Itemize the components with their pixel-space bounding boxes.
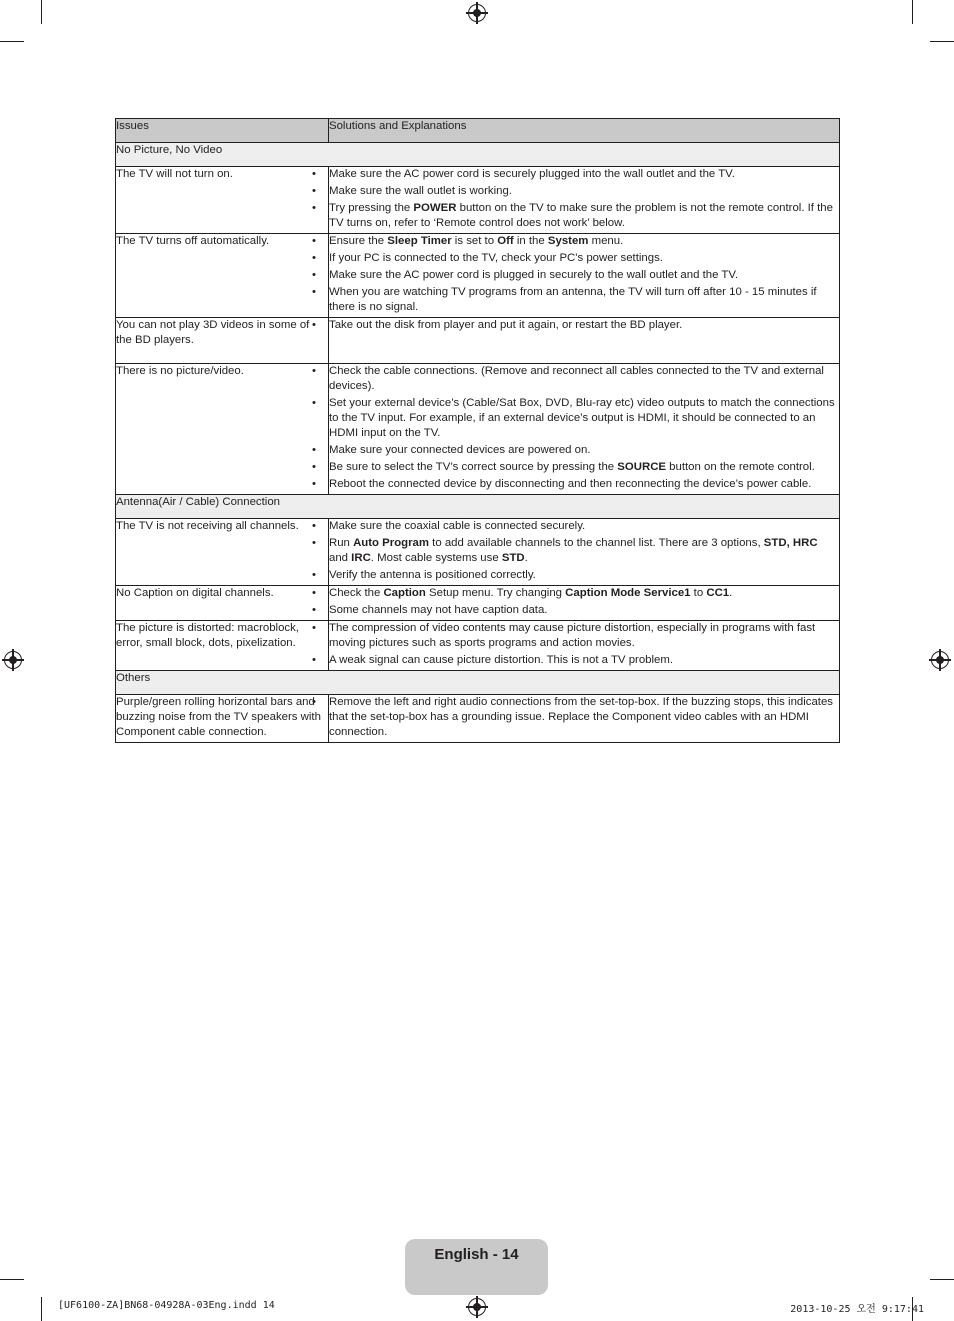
solution-item: • Run Auto Program to add available channels to the channel list. There are 3 options, STD, HRC and IRC. Most cable systems use STD. bbox=[329, 536, 839, 566]
date-slug: 2013-10-25 오전 9:17:41 bbox=[790, 1304, 924, 1315]
solution-item: • When you are watching TV programs from an antenna, the TV will turn off after 10 - 15 minutes if there is no signal. bbox=[329, 285, 839, 315]
table-row bbox=[116, 621, 840, 671]
issue-cell: The TV is not receiving all channels. bbox=[116, 519, 329, 586]
section-row bbox=[116, 495, 840, 519]
crop-mark bbox=[930, 1279, 954, 1280]
solution-cell bbox=[329, 364, 840, 495]
issues-column-header: Issues bbox=[116, 119, 329, 143]
solution-cell bbox=[329, 318, 840, 364]
issue-cell: The TV turns off automatically. bbox=[116, 234, 329, 318]
solution-item: • Verify the antenna is positioned correctly. bbox=[329, 568, 839, 583]
table-row bbox=[116, 519, 840, 586]
crop-mark bbox=[0, 1279, 24, 1280]
solution-cell bbox=[329, 695, 840, 743]
solution-list bbox=[329, 621, 839, 668]
solution-list bbox=[329, 318, 839, 333]
solution-item: • Some channels may not have caption data. bbox=[329, 603, 839, 618]
table-row bbox=[116, 586, 840, 621]
registration-mark-icon bbox=[468, 4, 486, 22]
issue-cell: The picture is distorted: macroblock, error, small block, dots, pixelization. bbox=[116, 621, 329, 671]
solution-item: • Set your external device’s (Cable/Sat Box, DVD, Blu-ray etc) video outputs to match the connections to the TV input. For example, if an external device’s output is HDMI, it should be connected to an HDMI input on the TV. bbox=[329, 396, 839, 441]
solution-list bbox=[329, 234, 839, 315]
solution-item: • A weak signal can cause picture distortion. This is not a TV problem. bbox=[329, 653, 839, 668]
table-row bbox=[116, 695, 840, 743]
crop-mark bbox=[930, 41, 954, 42]
table-header-row bbox=[116, 119, 840, 143]
issue-cell: The TV will not turn on. bbox=[116, 167, 329, 234]
solution-item: • Take out the disk from player and put it again, or restart the BD player. bbox=[329, 318, 839, 333]
table-row bbox=[116, 234, 840, 318]
solution-cell bbox=[329, 234, 840, 318]
solution-item: • Check the Caption Setup menu. Try changing Caption Mode Service1 to CC1. bbox=[329, 586, 839, 601]
table-row bbox=[116, 167, 840, 234]
solution-list bbox=[329, 586, 839, 618]
solution-item: • Make sure the coaxial cable is connected securely. bbox=[329, 519, 839, 534]
section-row bbox=[116, 143, 840, 167]
solutions-column-header: Solutions and Explanations bbox=[329, 119, 840, 143]
solution-item: • The compression of video contents may cause picture distortion, especially in programs with fast moving pictures such as sports programs and action movies. bbox=[329, 621, 839, 651]
solution-item: • Check the cable connections. (Remove and reconnect all cables connected to the TV and external devices). bbox=[329, 364, 839, 394]
solution-item: • Be sure to select the TV’s correct source by pressing the SOURCE button on the remote control. bbox=[329, 460, 839, 475]
solution-list bbox=[329, 364, 839, 492]
solution-item: • Remove the left and right audio connections from the set-top-box. If the buzzing stops, this indicates that the set-top-box has a grounding issue. Replace the Component video cables with an HDMI connection. bbox=[329, 695, 839, 740]
issue-cell: You can not play 3D videos in some of the BD players. bbox=[116, 318, 329, 364]
solution-list bbox=[329, 519, 839, 583]
solution-list bbox=[329, 695, 839, 740]
solution-cell bbox=[329, 621, 840, 671]
solution-list bbox=[329, 167, 839, 231]
solution-item: • Make sure your connected devices are powered on. bbox=[329, 443, 839, 458]
page-label: English - 14 bbox=[434, 1246, 519, 1263]
solution-cell bbox=[329, 519, 840, 586]
solution-item: • Make sure the wall outlet is working. bbox=[329, 184, 839, 199]
troubleshooting-table bbox=[115, 118, 840, 743]
registration-mark-icon bbox=[4, 651, 22, 669]
solution-cell bbox=[329, 167, 840, 234]
table-row bbox=[116, 318, 840, 364]
page-number-tab bbox=[405, 1239, 548, 1295]
section-title: Antenna(Air / Cable) Connection bbox=[116, 495, 840, 519]
file-slug: [UF6100-ZA]BN68-04928A-03Eng.indd 14 bbox=[58, 1300, 275, 1311]
issue-cell: No Caption on digital channels. bbox=[116, 586, 329, 621]
table-row bbox=[116, 364, 840, 495]
table-body bbox=[116, 143, 840, 743]
section-row bbox=[116, 671, 840, 695]
solution-item: • Make sure the AC power cord is plugged in securely to the wall outlet and the TV. bbox=[329, 268, 839, 283]
registration-mark-icon bbox=[931, 651, 949, 669]
solution-cell bbox=[329, 586, 840, 621]
section-title: No Picture, No Video bbox=[116, 143, 840, 167]
solution-item: • Reboot the connected device by disconnecting and then reconnecting the device’s power cable. bbox=[329, 477, 839, 492]
solution-item: • Try pressing the POWER button on the TV to make sure the problem is not the remote control. If the TV turns on, refer to ‘Remote control does not work’ below. bbox=[329, 201, 839, 231]
registration-mark-icon bbox=[468, 1298, 486, 1316]
section-title: Others bbox=[116, 671, 840, 695]
solution-item: • Ensure the Sleep Timer is set to Off in the System menu. bbox=[329, 234, 839, 249]
issue-cell: Purple/green rolling horizontal bars and buzzing noise from the TV speakers with Component cable connection. bbox=[116, 695, 329, 743]
issue-cell: There is no picture/video. bbox=[116, 364, 329, 495]
crop-mark bbox=[0, 41, 24, 42]
crop-mark bbox=[912, 0, 913, 24]
crop-mark bbox=[41, 1297, 42, 1321]
crop-mark bbox=[41, 0, 42, 24]
solution-item: • If your PC is connected to the TV, check your PC's power settings. bbox=[329, 251, 839, 266]
solution-item: • Make sure the AC power cord is securely plugged into the wall outlet and the TV. bbox=[329, 167, 839, 182]
